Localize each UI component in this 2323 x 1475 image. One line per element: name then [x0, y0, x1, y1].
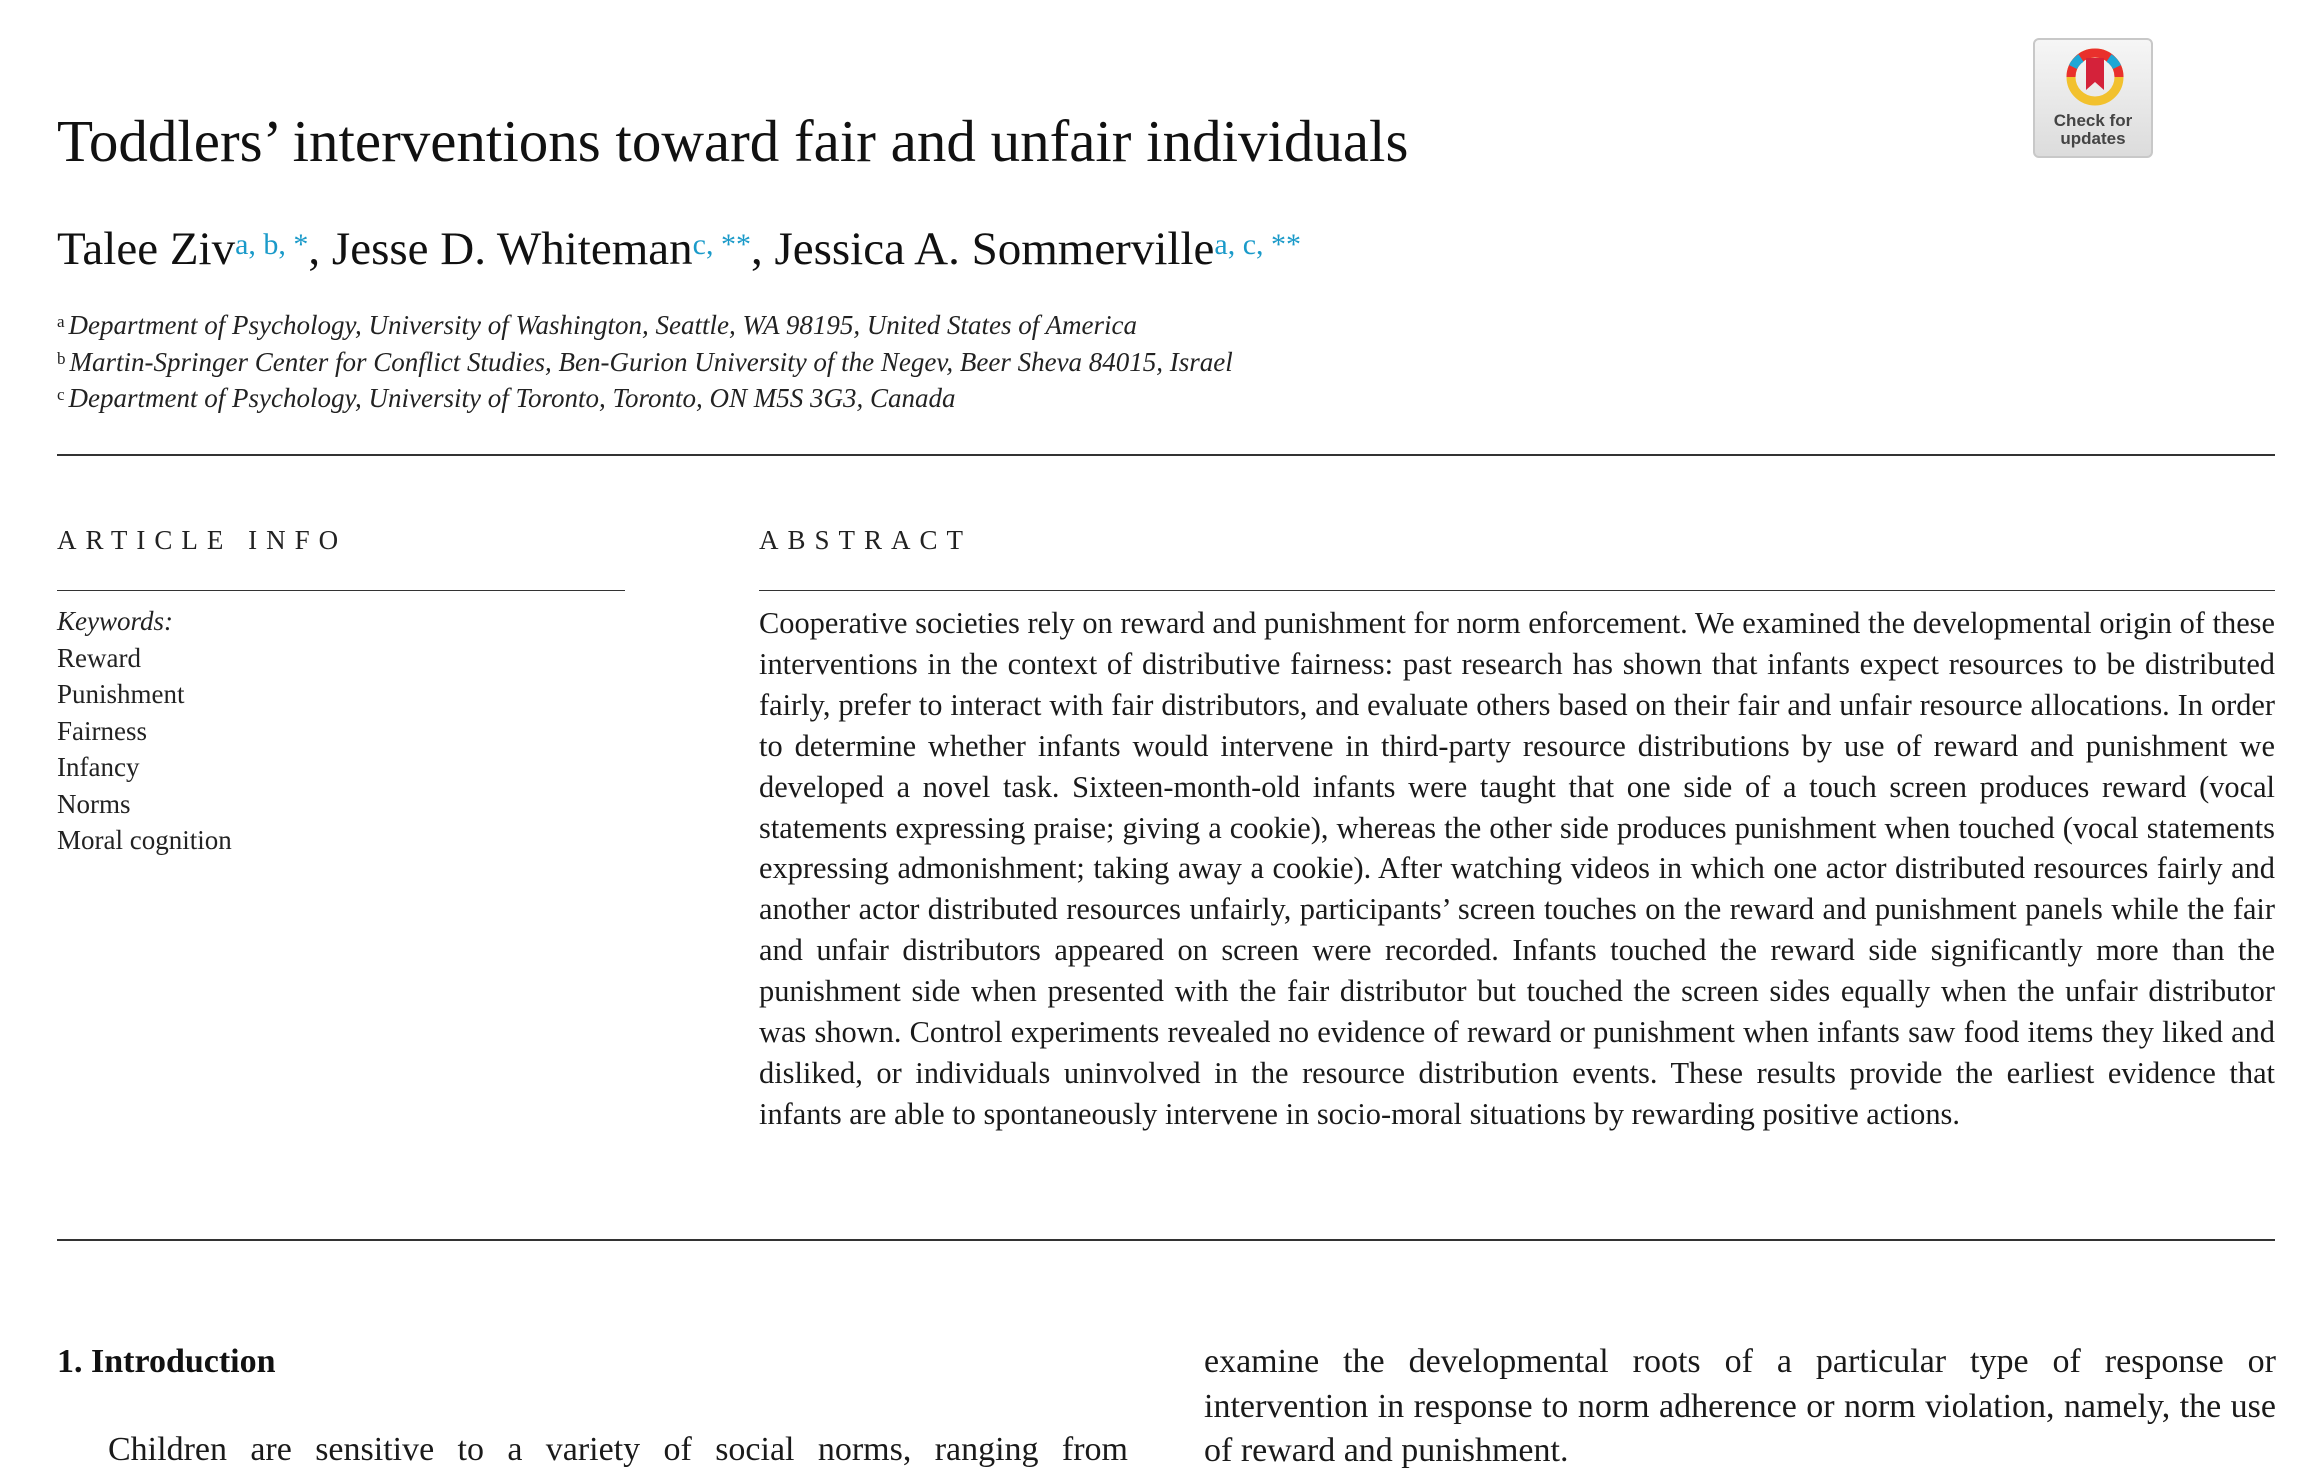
check-for-updates-badge[interactable] — [2033, 38, 2153, 158]
author-separator: , — [308, 223, 321, 275]
affiliation-list — [57, 307, 1233, 417]
divider — [57, 590, 625, 591]
author-list — [57, 214, 1301, 284]
abstract-text: Cooperative societies rely on reward and punishment for norm enforcement. We examined the developmental origin of these interventions in the context of distributive fairness: past research has shown that infants expect resources to be distributed fairly, prefer to interact with fair distributors, and evaluate others based on their fair and unfair resource allocations. In order to determine whether infants would intervene in third-party resource distributions by use of reward and punishment we developed a novel task. Sixteen-month-old infants were taught that one side of a touch screen produces reward (vocal statements expressing praise; giving a cookie), whereas the other side produces punishment when touched (vocal statements expressing admonishment; taking away a cookie). After watching videos in which one actor distributed resources fairly and another actor distributed resources unfairly, participants’ screen touches on the reward and punishment panels while the fair and unfair distributors appeared on screen were recorded. Infants touched the reward side significantly more than the punishment side when presented with the fair distributor but touched the screen sides equally when the unfair distributor was shown. Control experiments revealed no evidence of reward or punishment when infants saw food items they liked and disliked, or individuals uninvolved in the resource distribution events. These results provide the earliest evidence that infants are able to spontaneously intervene in socio-moral situations by rewarding positive actions. — [759, 606, 2275, 1131]
author-separator: , — [750, 223, 763, 275]
affiliation — [57, 380, 1233, 417]
author-marks[interactable]: a, b, * — [235, 228, 309, 261]
paper-title: Toddlers’ interventions toward fair and unfair individuals — [57, 108, 1409, 174]
article-info-heading: ARTICLE INFO — [57, 525, 348, 555]
section-heading-introduction: 1. Introduction — [57, 1343, 276, 1380]
keywords-list — [57, 603, 232, 859]
introduction-paragraph-right: examine the developmental roots of a particular type of response or intervention in response to norm adherence or norm violation, namely, the use of reward and punishment. — [1204, 1343, 2276, 1469]
badge-label — [2035, 112, 2151, 148]
affiliation-label: a — [57, 312, 65, 331]
divider — [759, 590, 2275, 591]
affiliation-label: c — [57, 385, 65, 404]
affiliation-text: Department of Psychology, University of Washington, Seattle, WA 98195, United States of America — [68, 310, 1138, 340]
affiliation-label: b — [57, 348, 66, 368]
abstract-heading: ABSTRACT — [759, 525, 973, 555]
keyword: Fairness — [57, 715, 147, 746]
affiliation — [57, 344, 1233, 381]
affiliation-text: Department of Psychology, University of Toronto, Toronto, ON M5S 3G3, Canada — [68, 383, 956, 413]
keyword: Norms — [57, 788, 131, 819]
crossmark-icon — [2065, 46, 2125, 108]
divider — [57, 454, 2275, 456]
author-name[interactable]: Jesse D. Whiteman — [331, 223, 693, 275]
divider — [57, 1239, 2275, 1241]
keywords-label: Keywords: — [57, 606, 173, 636]
badge-label-line: Check for — [2053, 111, 2133, 130]
keyword: Infancy — [57, 752, 140, 782]
author-marks[interactable]: c, ** — [692, 228, 751, 261]
keyword: Reward — [57, 642, 141, 673]
keyword: Punishment — [57, 679, 185, 709]
keyword: Moral cognition — [57, 825, 232, 855]
author-marks[interactable]: a, c, ** — [1214, 228, 1302, 261]
introduction-paragraph-left: Children are sensitive to a variety of social norms, ranging from — [108, 1431, 1128, 1468]
affiliation-text: Martin-Springer Center for Conflict Studies, Ben-Gurion University of the Negev, Beer Sheva 84015, Israel — [69, 346, 1233, 377]
badge-label-line: updates — [2060, 129, 2126, 148]
author-name[interactable]: Talee Ziv — [57, 223, 236, 275]
affiliation — [57, 307, 1233, 344]
author-name[interactable]: Jessica A. Sommerville — [774, 223, 1215, 275]
